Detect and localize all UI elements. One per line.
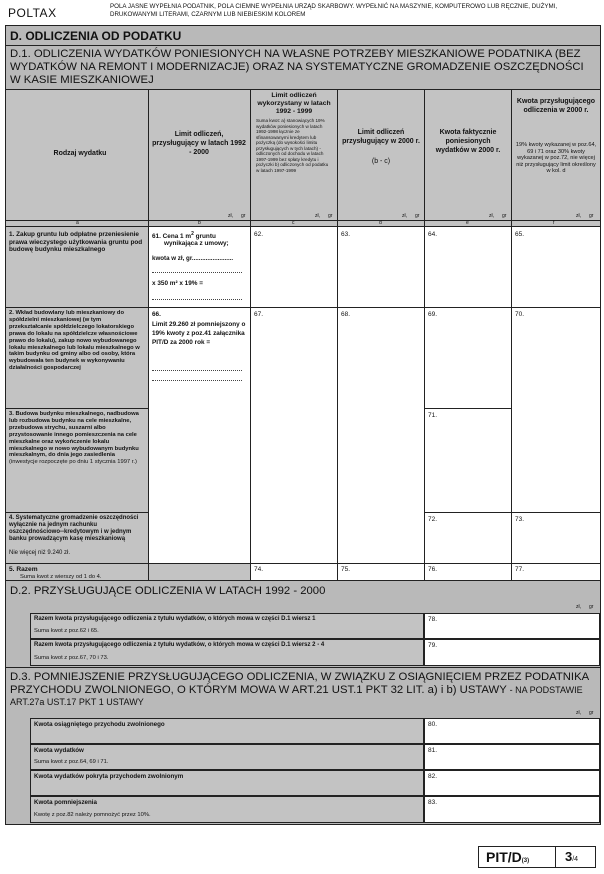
field-62[interactable] <box>251 227 337 307</box>
d3-row4-label: Kwota pomniejszenia <box>34 799 97 806</box>
col-f-description: 19% kwoty wykazanej w poz.64, 69 i 71 oraz 30% kwoty wykazanej w poz.72, nie więcej niż przysługujący limit określony w kol. d <box>515 142 597 175</box>
col-letter-e: e <box>466 220 469 226</box>
d2-unit-zl: zł, <box>576 604 581 610</box>
d3-title: D.3. POMNIEJSZENIE PRZYSŁUGUJĄCEGO ODLICZENIA, W ZWIĄZKU Z OSIĄGNIĘCIEM PRZEZ PODATNIKA PRZYCHODU ZWOLNIONEGO, O KTÓRYM MOWA W ART.21 UST.1 PKT 32 LIT. a) i b) USTAWY - NA PODSTAWIE ART.27a UST.17 PKT 1 USTAWY <box>10 671 589 707</box>
row5-label: 5. Razem <box>9 566 38 573</box>
col-letter-a: a <box>76 220 79 226</box>
field-63[interactable] <box>338 227 424 307</box>
section-d-title: D. ODLICZENIA OD PODATKU <box>10 29 182 43</box>
footer-page-number: 3/4 <box>565 849 579 864</box>
col-e-header: Kwota faktycznie poniesionych wydatków w 2000 r. <box>435 129 501 154</box>
field-82[interactable] <box>424 770 600 796</box>
field-71[interactable] <box>425 409 511 512</box>
field-68-number: 68. <box>341 311 351 318</box>
col-letter-f: f <box>553 220 555 226</box>
field-73[interactable] <box>512 513 600 563</box>
field-61-formula: x 350 m² x 19% = <box>152 280 203 287</box>
d3-row4-note: Kwotę z poz.82 należy pomnożyć przez 10%. <box>34 812 151 818</box>
field-68[interactable] <box>338 308 424 563</box>
col-b-unit: zł, <box>228 213 233 219</box>
d2-title: D.2. PRZYSŁUGUJĄCE ODLICZENIA W LATACH 1992 - 2000 <box>10 585 326 597</box>
field-79-number: 79. <box>428 642 438 649</box>
col-rodzaj-header: Rodzaj wydatku <box>53 150 107 157</box>
field-83-number: 83. <box>428 799 438 806</box>
field-65-number: 65. <box>515 231 525 238</box>
d2-unit-gr: gr <box>589 604 594 610</box>
field-76[interactable] <box>425 564 511 580</box>
field-83[interactable] <box>424 796 600 823</box>
poltax-label: POLTAX <box>8 6 57 20</box>
field-75[interactable] <box>338 564 424 580</box>
field-81-number: 81. <box>428 747 438 754</box>
row5-note: Suma kwot z wierszy od 1 do 4. <box>20 574 102 580</box>
col-d-header: Limit odliczeń przysługujący w 2000 r. <box>342 129 420 145</box>
field-65[interactable] <box>512 227 600 307</box>
field-64-number: 64. <box>428 231 438 238</box>
col-d-unit: zł, <box>402 213 407 219</box>
row4-label: 4. Systematyczne gromadzenie oszczędności wyłącznie na jednym rachunku oszczędnościowo--kredytowym i w jednym banku prowadzącym kasę mieszkaniową <box>9 515 139 542</box>
field-79[interactable] <box>424 639 600 666</box>
field-80-number: 80. <box>428 721 438 728</box>
field-81[interactable] <box>424 744 600 770</box>
field-74[interactable] <box>251 564 337 580</box>
footer-form-name: PIT/D(3) <box>486 849 530 865</box>
d1-title: D.1. ODLICZENIA WYDATKÓW PONIESIONYCH NA WŁASNE POTRZEBY MIESZKANIOWE PODATNIKA (BEZ WYDATKÓW NA REMONT I MODERNIZACJE) ORAZ NA SYSTEMATYCZNE GROMADZENIE OSZCZĘDNOŚCI W KASIE MIESZKANIOWEJ <box>10 48 584 86</box>
col-b-unit-gr: gr <box>241 213 246 219</box>
col-d-unit-gr: gr <box>415 213 420 219</box>
field-74-number: 74. <box>254 566 264 573</box>
field-77[interactable] <box>512 564 600 580</box>
row2-label: 2. Wkład budowlany lub mieszkaniowy do spółdzielni mieszkaniowej (w tym przekształcanie spółdzielczego lokatorskiego prawa do lokalu na spółdzielcze własnościowe prawo do lokalu), zakup nowo wybudowanego lokalu mieszkalnego lub lokalu mieszkalnego w takim budynku od gminy albo od osoby, która wybudowała ten budynek w wykonywaniu działalności gospodarczej <box>9 310 140 372</box>
col-letter-d: d <box>379 220 382 226</box>
field-70[interactable] <box>512 308 600 512</box>
d2-row2-note: Suma kwot z poz.67, 70 i 73. <box>34 655 109 661</box>
col-e-unit: zł, <box>489 213 494 219</box>
d3-row3-label: Kwota wydatków pokryta przychodem zwolnionym <box>34 773 184 780</box>
d3-unit-gr: gr <box>589 710 594 716</box>
field-63-number: 63. <box>341 231 351 238</box>
field-70-number: 70. <box>515 311 525 318</box>
field-66-text: Limit 29.260 zł pomniejszony o 19% kwoty z poz.41 załącznika PIT/D za 2000 rok = <box>152 321 246 346</box>
field-75-number: 75. <box>341 566 351 573</box>
col-c-unit-gr: gr <box>328 213 333 219</box>
field-78[interactable] <box>424 613 600 639</box>
field-80[interactable] <box>424 718 600 744</box>
d3-row2-label: Kwota wydatków <box>34 747 84 754</box>
d3-row1-label: Kwota osiągniętego przychodu zwolnionego <box>34 721 165 728</box>
col-letter-c: c <box>292 220 295 226</box>
col-c-unit: zł, <box>315 213 320 219</box>
field-72-number: 72. <box>428 516 438 523</box>
field-73-number: 73. <box>515 516 525 523</box>
field-72[interactable] <box>425 513 511 563</box>
d3-row2-note: Suma kwot z poz.64, 69 i 71. <box>34 759 109 765</box>
d2-row1-note: Suma kwot z poz.62 i 65. <box>34 628 99 634</box>
col-f-header: Kwota przysługującego odliczenia w 2000 r. <box>516 98 596 114</box>
row3-label: 3. Budowa budynku mieszkalnego, nadbudowa lub rozbudowa budynku na cele mieszkalne, przebudowa strychu, suszarni albo przystosowanie innego pomieszczenia na cele mieszkalne oraz wykończenie lokalu mieszkalnego w nowo wybudowanym budynku mieszkalnym, do dnia jego zasiedlenia (inwestycje rozpoczęte po dniu 1 stycznia 1997 r.) <box>9 411 139 466</box>
d3-unit-zl: zł, <box>576 710 581 716</box>
col-c-description: Suma kwot: a) stanowiących 19% wydatków poniesionych w latach 1992-1998 łącznie ze sfinansowanymi kredytem lub pożyczką (do wysokości limitu przysługujących w tych latach) - odliczonych od dochodu w latach 1997-1999 bez spłaty kredytu i pożyczki b) odliczonych od podatku w latach 1997-1999 <box>256 118 329 173</box>
col-b-header: Limit odliczeń, przysługujący w latach 1992 - 2000 <box>152 131 246 156</box>
row4-note: Nie więcej niż 9.240 zł. <box>9 550 71 556</box>
d2-row2-label: Razem kwota przysługującego odliczenia z tytułu wydatków, o których mowa w części D.1 wiersz 2 - 4 <box>34 642 325 648</box>
field-62-number: 62. <box>254 231 264 238</box>
field-78-number: 78. <box>428 616 438 623</box>
field-82-number: 82. <box>428 773 438 780</box>
instruction-note: POLA JASNE WYPEŁNIA PODATNIK, POLA CIEMNE WYPEŁNIA URZĄD SKARBOWY. WYPEŁNIĆ NA MASZYNIE, KOMPUTEROWO LUB RĘCZNIE, DUŻYMI, DRUKOWANYMI LITERAMI, CZARNYM LUB NIEBIESKIM KOLOREM <box>110 3 558 18</box>
field-61-kwota: kwota w zł, gr........................ <box>152 255 234 262</box>
field-71-number: 71. <box>428 412 438 419</box>
field-64[interactable] <box>425 227 511 307</box>
col-f-unit: zł, <box>576 213 581 219</box>
field-69-number: 69. <box>428 311 438 318</box>
field-61-label: 61. Cena 1 $m^2$ gruntu <box>152 231 216 241</box>
field-67[interactable] <box>251 308 337 563</box>
col-c-header: Limit odliczeń wykorzystany w latach 1992 - 1999 <box>257 92 331 115</box>
col-f-unit-gr: gr <box>589 213 594 219</box>
col-d-sub: (b - c) <box>371 158 391 165</box>
d2-row1-label: Razem kwota przysługującego odliczenia z tytułu wydatków, o których mowa w części D.1 wiersz 1 <box>34 616 316 622</box>
field-77-number: 77. <box>515 566 525 573</box>
field-69[interactable] <box>425 308 511 408</box>
field-61-text2: wynikająca z umowy; <box>164 240 229 247</box>
field-67-number: 67. <box>254 311 264 318</box>
col-e-unit-gr: gr <box>502 213 507 219</box>
col-letter-b: b <box>198 220 201 226</box>
field-66-number: 66. <box>152 311 161 318</box>
field-76-number: 76. <box>428 566 438 573</box>
row1-label: 1. Zakup gruntu lub odpłatne przeniesienie prawa wieczystego użytkowania gruntu pod budowę budynku mieszkalnego <box>9 231 143 254</box>
